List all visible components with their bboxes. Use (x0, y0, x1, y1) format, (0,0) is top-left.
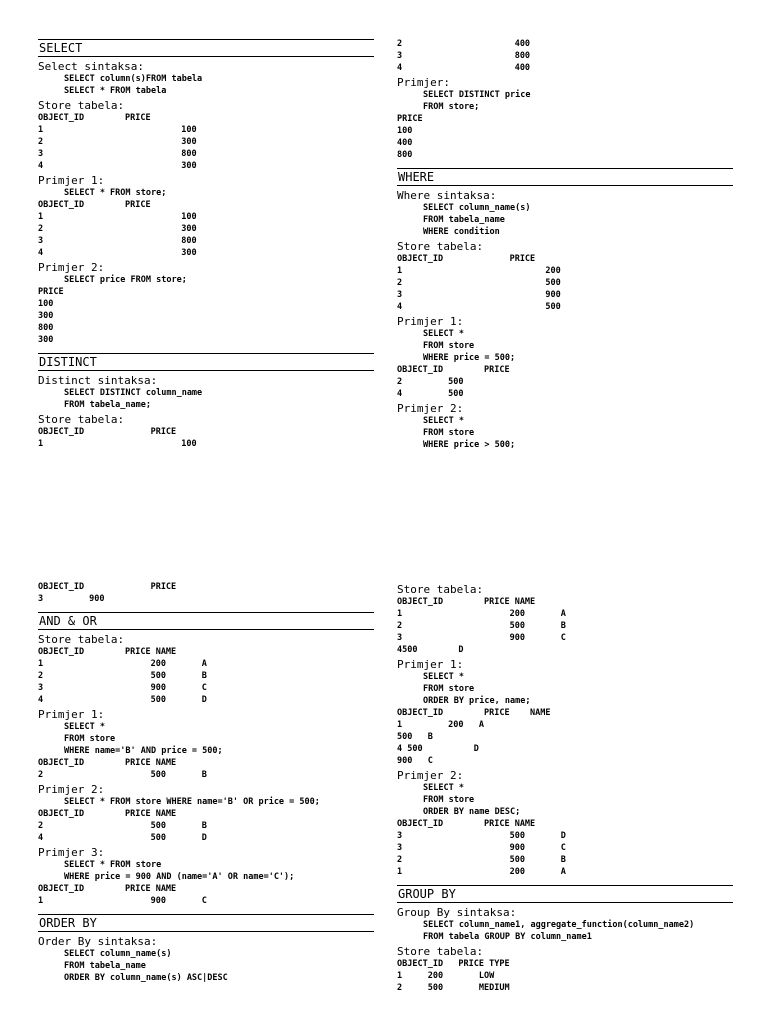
section-heading-order-by: ORDER BY (38, 914, 374, 932)
groupby-store-title: Store tabela: (397, 945, 484, 958)
orderby-example2-code: SELECT * FROM store ORDER BY name DESC; (423, 783, 521, 817)
section-heading-group-by: GROUP BY (397, 885, 733, 903)
select-syntax-title: Select sintaksa: (38, 60, 144, 73)
where-example2-code: SELECT * FROM store WHERE price > 500; (423, 416, 516, 450)
where-example2-title: Primjer 2: (397, 402, 464, 415)
page2-right-column (397, 581, 733, 994)
distinct-example-title: Primjer: (397, 76, 450, 89)
distinct-store-title: Store tabela: (38, 413, 125, 426)
andor-example2-code: SELECT * FROM store WHERE name='B' OR price = 500; (64, 797, 320, 807)
select-example1-code: SELECT * FROM store; (64, 188, 167, 198)
andor-example3-result: OBJECT_ID PRICE NAME 1 900 C (38, 884, 207, 906)
where-store-title: Store tabela: (397, 240, 484, 253)
distinct-example-result: PRICE 100 400 800 (397, 114, 423, 160)
andor-store-table: OBJECT_ID PRICE NAME 1 200 A 2 500 B 3 900 C 4 500 D (38, 647, 207, 705)
distinct-example-code: SELECT DISTINCT price FROM store; (423, 90, 531, 112)
groupby-syntax-code: SELECT column_name1, aggregate_function(column_name2) FROM tabela GROUP BY column_name1 (423, 920, 695, 942)
where-syntax-code: SELECT column_name(s) FROM tabela_name WHERE condition (423, 203, 531, 237)
andor-example2-title: Primjer 2: (38, 783, 105, 796)
where-example1-result: OBJECT_ID PRICE 2 500 4 500 (397, 365, 510, 399)
select-example2-code: SELECT price FROM store; (64, 275, 187, 285)
orderby-example2-title: Primjer 2: (397, 769, 464, 782)
groupby-store-table: OBJECT_ID PRICE TYPE 1 200 LOW 2 500 MEDIUM (397, 959, 510, 993)
where-example1-code: SELECT * FROM store WHERE price = 500; (423, 329, 516, 363)
page2-left-column (38, 581, 374, 984)
section-heading-distinct: DISTINCT (38, 353, 374, 371)
andor-store-title: Store tabela: (38, 633, 125, 646)
orderby-example1-result: OBJECT_ID PRICE NAME 1 200 A 500 B 4 500 D 900 C (397, 708, 551, 766)
orderby-example1-title: Primjer 1: (397, 658, 464, 671)
page1-left-column (38, 35, 374, 450)
orderby-example2-result: OBJECT_ID PRICE NAME 3 500 D 3 900 C 2 500 B 1 200 A (397, 819, 566, 877)
select-example1-title: Primjer 1: (38, 174, 105, 187)
orderby-store-title: Store tabela: (397, 583, 484, 596)
section-heading-select: SELECT (38, 39, 374, 57)
section-heading-and-or: AND & OR (38, 612, 374, 630)
select-syntax-code: SELECT column(s)FROM tabela SELECT * FROM tabela (64, 74, 203, 96)
select-example2-result: PRICE 100 300 800 300 (38, 287, 64, 345)
where-example1-title: Primjer 1: (397, 315, 464, 328)
distinct-syntax-code: SELECT DISTINCT column_name FROM tabela_name; (64, 388, 203, 410)
where-example2-result: OBJECT_ID PRICE 3 900 (38, 582, 177, 604)
andor-example1-result: OBJECT_ID PRICE NAME 2 500 B (38, 758, 207, 780)
select-store-table: OBJECT_ID PRICE 1 100 2 300 3 800 4 300 (38, 113, 197, 171)
distinct-store-continued: 2 400 3 800 4 400 (397, 39, 531, 73)
andor-example1-title: Primjer 1: (38, 708, 105, 721)
andor-example1-code: SELECT * FROM store WHERE name='B' AND price = 500; (64, 722, 223, 756)
section-heading-where: WHERE (397, 168, 733, 186)
orderby-example1-code: SELECT * FROM store ORDER BY price, name; (423, 672, 531, 706)
select-example1-result: OBJECT_ID PRICE 1 100 2 300 3 800 4 300 (38, 200, 197, 258)
distinct-syntax-title: Distinct sintaksa: (38, 374, 158, 387)
orderby-store-table: OBJECT_ID PRICE NAME 1 200 A 2 500 B 3 900 C 4500 D (397, 597, 566, 655)
select-store-title: Store tabela: (38, 99, 125, 112)
andor-example3-title: Primjer 3: (38, 846, 105, 859)
page1-right-column (397, 38, 733, 451)
orderby-syntax-title: Order By sintaksa: (38, 935, 158, 948)
orderby-syntax-code: SELECT column_name(s) FROM tabela_name ORDER BY column_name(s) ASC|DESC (64, 949, 228, 983)
where-store-table: OBJECT_ID PRICE 1 200 2 500 3 900 4 500 (397, 254, 561, 312)
where-syntax-title: Where sintaksa: (397, 189, 497, 202)
andor-example2-result: OBJECT_ID PRICE NAME 2 500 B 4 500 D (38, 809, 207, 843)
groupby-syntax-title: Group By sintaksa: (397, 906, 517, 919)
andor-example3-code: SELECT * FROM store WHERE price = 900 AND (name='A' OR name='C'); (64, 860, 295, 882)
select-example2-title: Primjer 2: (38, 261, 105, 274)
distinct-store-table: OBJECT_ID PRICE 1 100 (38, 427, 197, 449)
